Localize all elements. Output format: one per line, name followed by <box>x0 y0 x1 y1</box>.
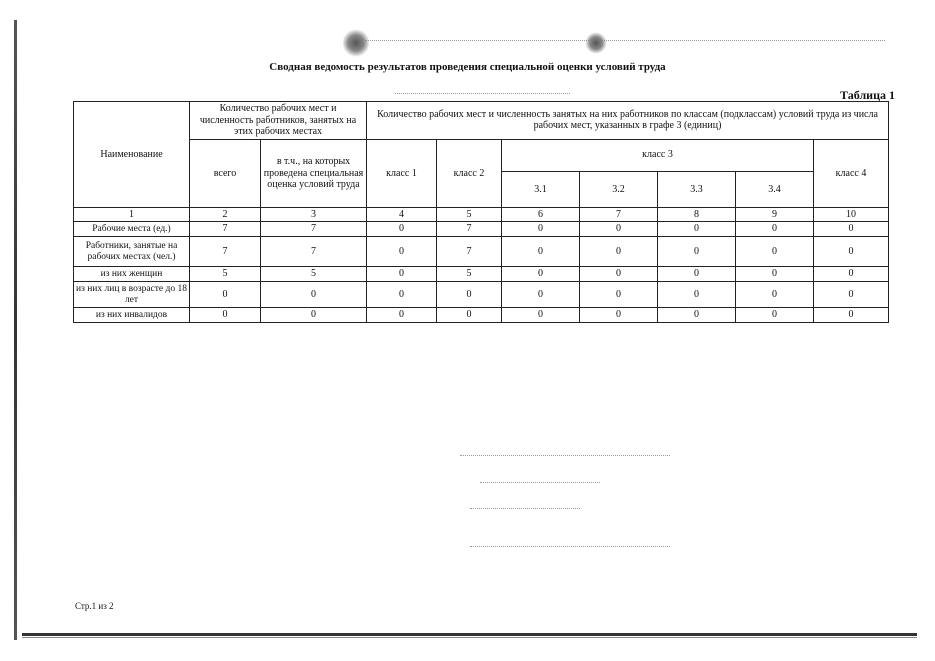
scan-smudge-left <box>343 28 369 58</box>
column-number-row <box>74 208 889 222</box>
header-row-2 <box>74 139 889 171</box>
table-row-workplaces <box>74 221 889 237</box>
table-cell: 0 <box>658 266 736 282</box>
table-row-employees <box>74 237 889 266</box>
scan-noise-line-c <box>470 508 580 509</box>
table-cell: 0 <box>580 308 658 323</box>
table-cell: 0 <box>658 221 736 237</box>
table-cell: 0 <box>502 237 580 266</box>
table-cell: 0 <box>367 237 437 266</box>
table-cell: 0 <box>580 237 658 266</box>
scan-edge-bottom <box>22 633 917 636</box>
table-cell: 0 <box>814 266 889 282</box>
header-class-4: класс 4 <box>814 139 889 208</box>
table-cell: 0 <box>261 282 367 308</box>
table-cell: 0 <box>736 282 814 308</box>
table-cell: 0 <box>814 221 889 237</box>
header-including-assessed: в т.ч., на которых проведена специальная оценка условий труда <box>261 139 367 208</box>
row-label: из них женщин <box>74 266 190 282</box>
table-cell: 5 <box>261 266 367 282</box>
table-cell: 0 <box>814 282 889 308</box>
column-number: 10 <box>814 208 889 222</box>
table-label: Таблица 1 <box>840 88 895 102</box>
column-number: 8 <box>658 208 736 222</box>
table-cell: 0 <box>658 308 736 323</box>
header-class-2: класс 2 <box>437 139 502 208</box>
header-group-workplaces: Количество рабочих мест и численность работников, занятых на этих рабочих местах <box>190 102 367 140</box>
scan-noise-line-a <box>460 455 670 456</box>
table-cell: 0 <box>736 221 814 237</box>
table-cell: 7 <box>261 237 367 266</box>
table-cell: 0 <box>814 237 889 266</box>
scan-noise-line-top <box>365 40 885 41</box>
table-cell: 0 <box>190 282 261 308</box>
column-number: 2 <box>190 208 261 222</box>
row-label: Работники, занятые на рабочих местах (чел.) <box>74 237 190 266</box>
scan-smudge-right <box>585 32 607 54</box>
table-cell: 0 <box>502 266 580 282</box>
table-cell: 0 <box>190 308 261 323</box>
scan-edge-bottom-faint <box>22 637 917 638</box>
table-cell: 5 <box>437 266 502 282</box>
table-cell: 7 <box>261 221 367 237</box>
column-number: 3 <box>261 208 367 222</box>
table-row-disabled <box>74 308 889 323</box>
header-sub-3-1: 3.1 <box>502 171 580 207</box>
header-name: Наименование <box>74 102 190 208</box>
scan-noise-line-b <box>480 482 600 483</box>
table-row-under-18 <box>74 282 889 308</box>
table-cell: 7 <box>437 237 502 266</box>
header-sub-3-2: 3.2 <box>580 171 658 207</box>
column-number: 7 <box>580 208 658 222</box>
table-cell: 0 <box>580 282 658 308</box>
table-cell: 0 <box>367 266 437 282</box>
table-cell: 0 <box>437 308 502 323</box>
document-title: Сводная ведомость результатов проведения специальной оценки условий труда <box>269 61 666 73</box>
table-cell: 0 <box>814 308 889 323</box>
header-row-1 <box>74 102 889 140</box>
column-number: 6 <box>502 208 580 222</box>
header-group-classes: Количество рабочих мест и численность занятых на них работников по классам (подклассам) условий труда из числа рабочих мест, указанных в графе 3 (единиц) <box>367 102 889 140</box>
column-number: 9 <box>736 208 814 222</box>
table-cell: 7 <box>190 221 261 237</box>
header-total: всего <box>190 139 261 208</box>
table-cell: 0 <box>367 282 437 308</box>
column-number: 4 <box>367 208 437 222</box>
table-cell: 0 <box>658 282 736 308</box>
summary-table <box>73 101 889 323</box>
table-cell: 0 <box>736 266 814 282</box>
table-cell: 0 <box>367 221 437 237</box>
table-cell: 7 <box>190 237 261 266</box>
table-cell: 0 <box>580 266 658 282</box>
table-cell: 0 <box>580 221 658 237</box>
row-label: из них инвалидов <box>74 308 190 323</box>
table-cell: 0 <box>736 308 814 323</box>
header-sub-3-4: 3.4 <box>736 171 814 207</box>
page-counter: Стр.1 из 2 <box>75 601 114 611</box>
column-number: 1 <box>74 208 190 222</box>
table-row-women <box>74 266 889 282</box>
table-cell: 0 <box>437 282 502 308</box>
table-cell: 0 <box>367 308 437 323</box>
row-label: из них лиц в возрасте до 18 лет <box>74 282 190 308</box>
row-label: Рабочие места (ед.) <box>74 221 190 237</box>
table-cell: 7 <box>437 221 502 237</box>
table-cell: 0 <box>736 237 814 266</box>
header-class-1: класс 1 <box>367 139 437 208</box>
column-number: 5 <box>437 208 502 222</box>
scan-noise-line-d <box>470 546 670 547</box>
scan-edge-left <box>14 20 17 640</box>
table-cell: 5 <box>190 266 261 282</box>
table-cell: 0 <box>261 308 367 323</box>
scan-noise-line-mid <box>395 93 570 94</box>
table-cell: 0 <box>502 221 580 237</box>
table-cell: 0 <box>502 308 580 323</box>
header-class-3: класс 3 <box>502 139 814 171</box>
table-cell: 0 <box>658 237 736 266</box>
table-cell: 0 <box>502 282 580 308</box>
header-sub-3-3: 3.3 <box>658 171 736 207</box>
